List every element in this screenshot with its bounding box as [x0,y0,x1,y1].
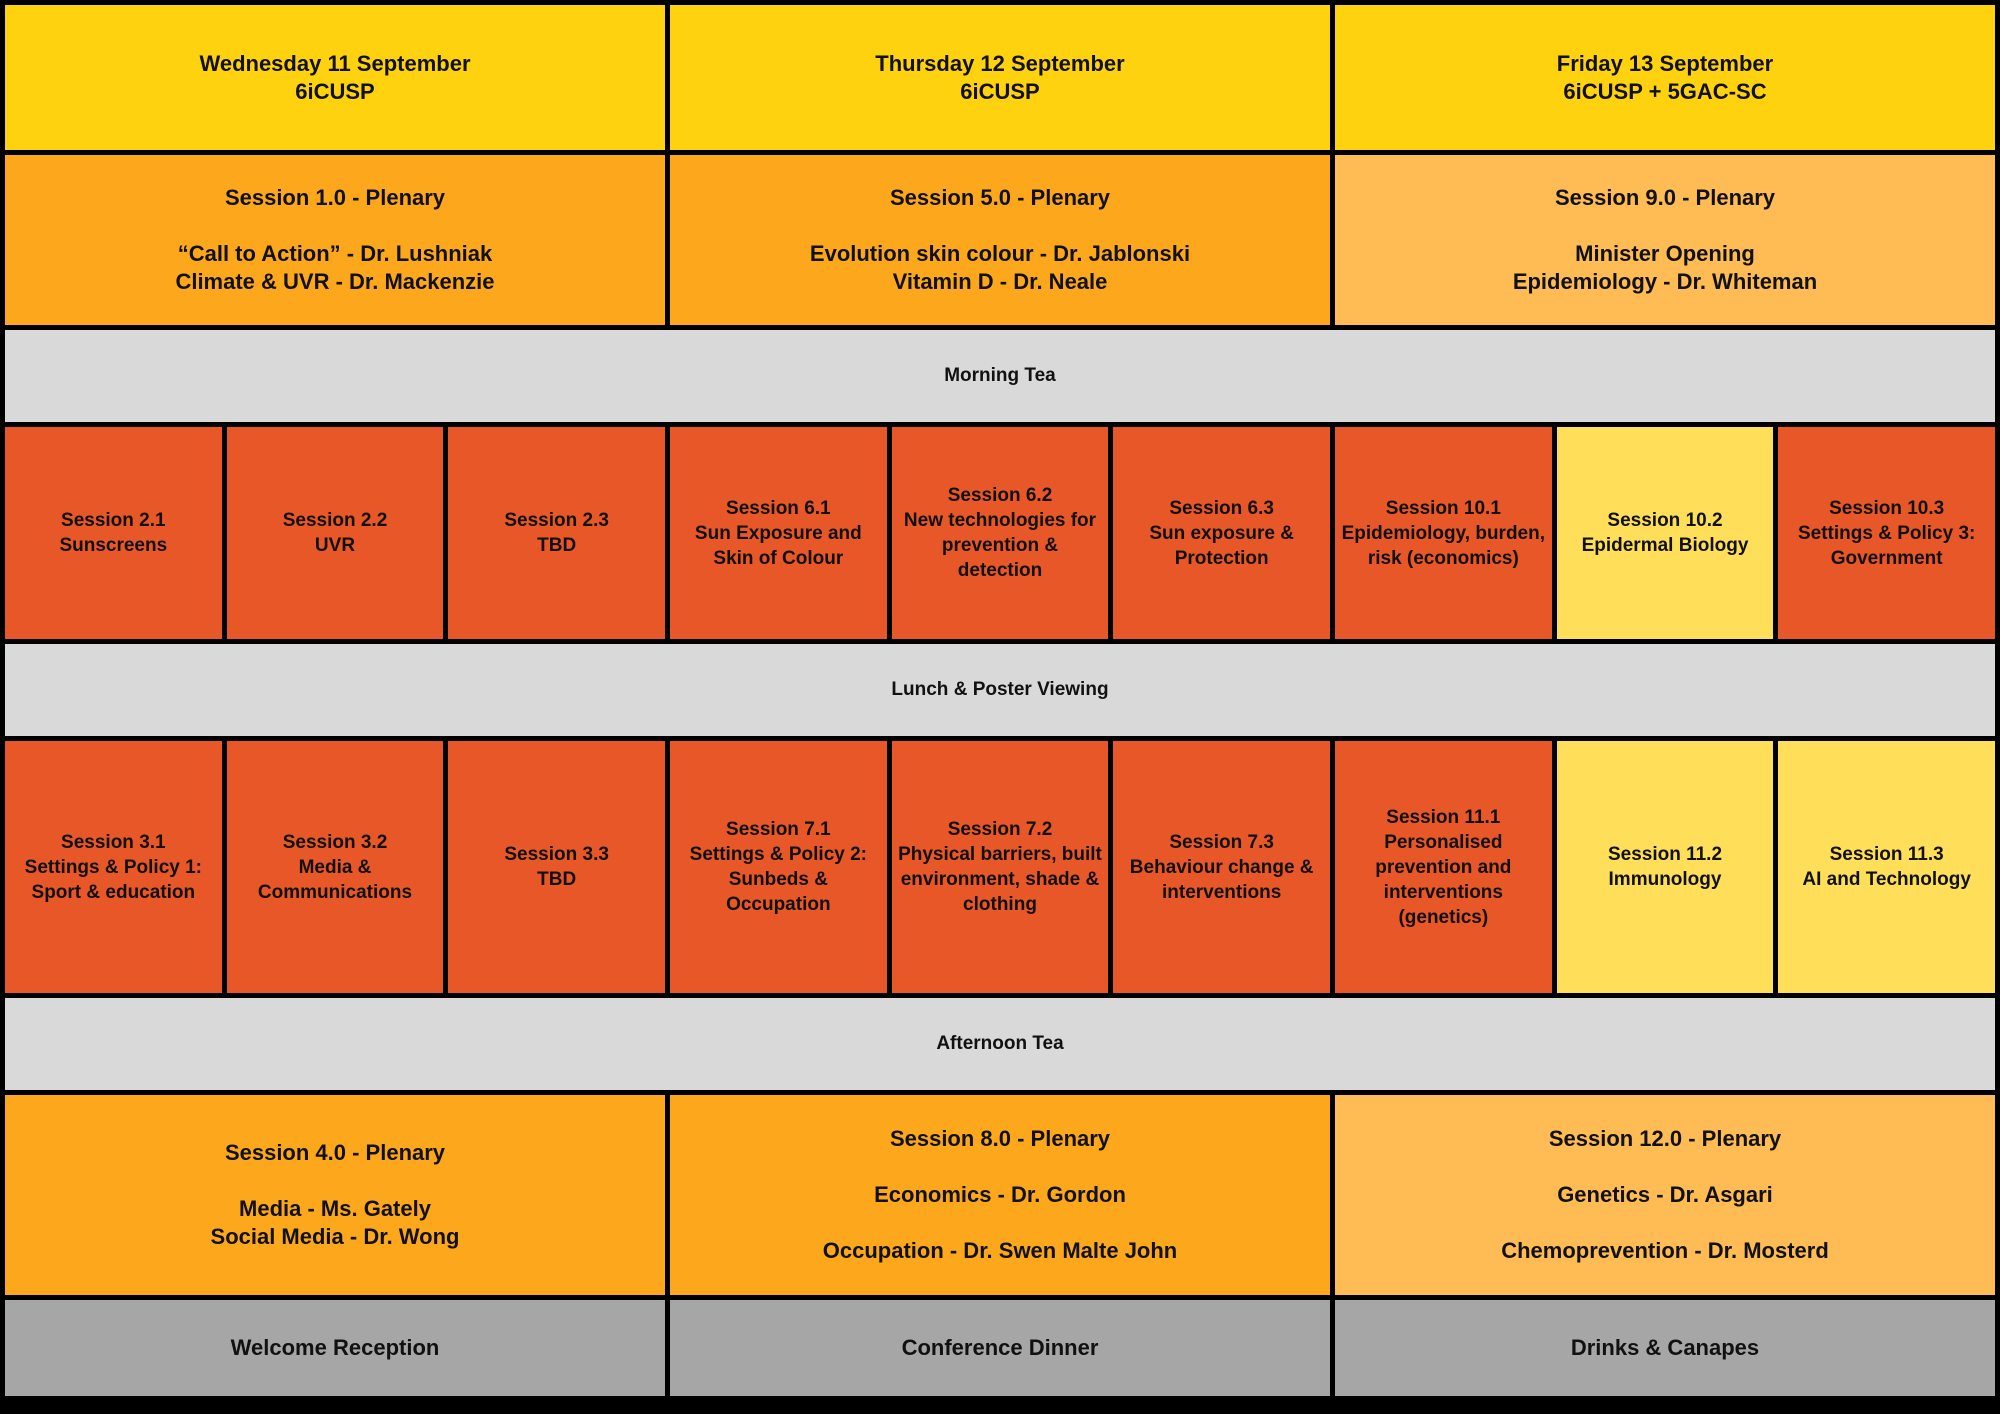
day-date: Thursday 12 September [875,50,1125,76]
session-id: Session 10.1 [1385,497,1501,519]
session-topic: Physical barriers, built environment, shade & clothing [898,844,1102,915]
plenary-title: Session 8.0 - Plenary [889,1126,1111,1151]
session-id: Session 6.2 [947,485,1053,506]
plenary-session-8-0 [670,1095,1330,1295]
session-10-1 [1335,427,1552,639]
plenary-speaker: Evolution skin colour - Dr. Jablonski [809,241,1191,266]
session-7-2 [892,741,1109,993]
day-event: 6iCUSP + 5GAC-SC [1563,78,1767,104]
day-header-wednesday [5,5,665,150]
plenary-session-12-0 [1335,1095,1995,1295]
session-topic: Epidermal Biology [1581,535,1749,556]
plenary-speaker: Occupation - Dr. Swen Malte John [822,1238,1178,1263]
session-topic: UVR [314,535,356,556]
session-11-2 [1557,741,1774,993]
plenary-speaker: Minister Opening [1575,241,1755,266]
session-3-2 [227,741,444,993]
session-id: Session 11.1 [1386,806,1501,828]
plenary-title: Session 4.0 - Plenary [224,1140,446,1165]
plenary-speaker: Vitamin D - Dr. Neale [892,269,1108,294]
plenary-session-9-0 [1335,155,1995,325]
session-2-1 [5,427,222,639]
session-id: Session 3.3 [504,844,609,865]
plenary-speaker: Climate & UVR - Dr. Mackenzie [175,269,495,294]
session-2-2 [227,427,444,639]
session-topic: Sun Exposure and Skin of Colour [694,522,862,569]
session-id: Session 2.3 [504,510,609,531]
session-id: Session 10.2 [1607,510,1723,531]
session-topic: Settings & Policy 1: Sport & education [24,856,203,903]
session-topic: Behaviour change & interventions [1129,856,1314,903]
session-id: Session 7.1 [726,819,831,840]
day-date: Wednesday 11 September [199,50,471,76]
session-topic: Sun exposure & Protection [1149,522,1294,569]
plenary-speaker: Genetics - Dr. Asgari [1557,1182,1773,1207]
session-topic: Immunology [1608,869,1722,890]
session-11-3 [1778,741,1995,993]
session-7-1 [670,741,887,993]
session-6-2 [892,427,1109,639]
session-id: Session 2.1 [61,510,166,531]
session-topic: New technologies for prevention & detection [903,510,1097,581]
session-id: Session 11.3 [1829,844,1944,865]
session-id: Session 10.3 [1829,497,1945,519]
day-event: 6iCUSP [295,78,375,104]
session-3-3 [448,741,665,993]
session-topic: Settings & Policy 3: Government [1797,522,1976,569]
plenary-speaker: Media - Ms. Gately [239,1196,431,1221]
day-header-friday [1335,5,1995,150]
session-id: Session 3.1 [61,831,166,853]
plenary-speaker: Chemoprevention - Dr. Mosterd [1501,1238,1829,1263]
session-topic: Sunscreens [59,535,168,556]
session-7-3 [1113,741,1330,993]
break-afternoon-tea: Afternoon Tea [5,998,1995,1090]
session-2-3 [448,427,665,639]
session-id: Session 11.2 [1607,844,1723,865]
session-10-2 [1557,427,1774,639]
session-topic: Media & Communications [257,856,413,903]
session-topic: Settings & Policy 2: Sunbeds & Occupation [689,844,868,915]
plenary-session-4-0 [5,1095,665,1295]
session-10-3 [1778,427,1995,639]
plenary-speaker: Epidemiology - Dr. Whiteman [1512,269,1818,294]
plenary-speaker: “Call to Action” - Dr. Lushniak [177,241,493,266]
plenary-title: Session 12.0 - Plenary [1548,1126,1782,1151]
session-11-1 [1335,741,1552,993]
day-header-thursday [670,5,1330,150]
day-event: 6iCUSP [960,78,1040,104]
evening-conference-dinner: Conference Dinner [670,1300,1330,1396]
evening-drinks-canapes: Drinks & Canapes [1335,1300,1995,1396]
session-topic: Personalised prevention and interventions (genetics) [1375,831,1512,928]
session-id: Session 7.3 [1169,831,1274,853]
session-topic: Epidemiology, burden, risk (economics) [1341,522,1546,569]
break-lunch: Lunch & Poster Viewing [5,644,1995,736]
day-date: Friday 13 September [1556,50,1774,76]
session-topic: AI and Technology [1802,869,1971,890]
plenary-title: Session 5.0 - Plenary [889,185,1111,210]
break-morning-tea: Morning Tea [5,330,1995,422]
session-topic: TBD [537,869,577,890]
session-3-1 [5,741,222,993]
session-6-1 [670,427,887,639]
session-6-3 [1113,427,1330,639]
session-id: Session 6.3 [1169,497,1274,519]
plenary-title: Session 1.0 - Plenary [224,185,446,210]
plenary-title: Session 9.0 - Plenary [1554,185,1776,210]
plenary-speaker: Economics - Dr. Gordon [874,1182,1126,1207]
session-topic: TBD [537,535,577,556]
plenary-speaker: Social Media - Dr. Wong [210,1224,460,1249]
plenary-session-1-0 [5,155,665,325]
session-id: Session 2.2 [282,510,388,531]
session-id: Session 7.2 [947,819,1053,840]
session-id: Session 6.1 [726,497,831,519]
plenary-session-5-0 [670,155,1330,325]
evening-welcome-reception: Welcome Reception [5,1300,665,1396]
session-id: Session 3.2 [282,831,388,853]
